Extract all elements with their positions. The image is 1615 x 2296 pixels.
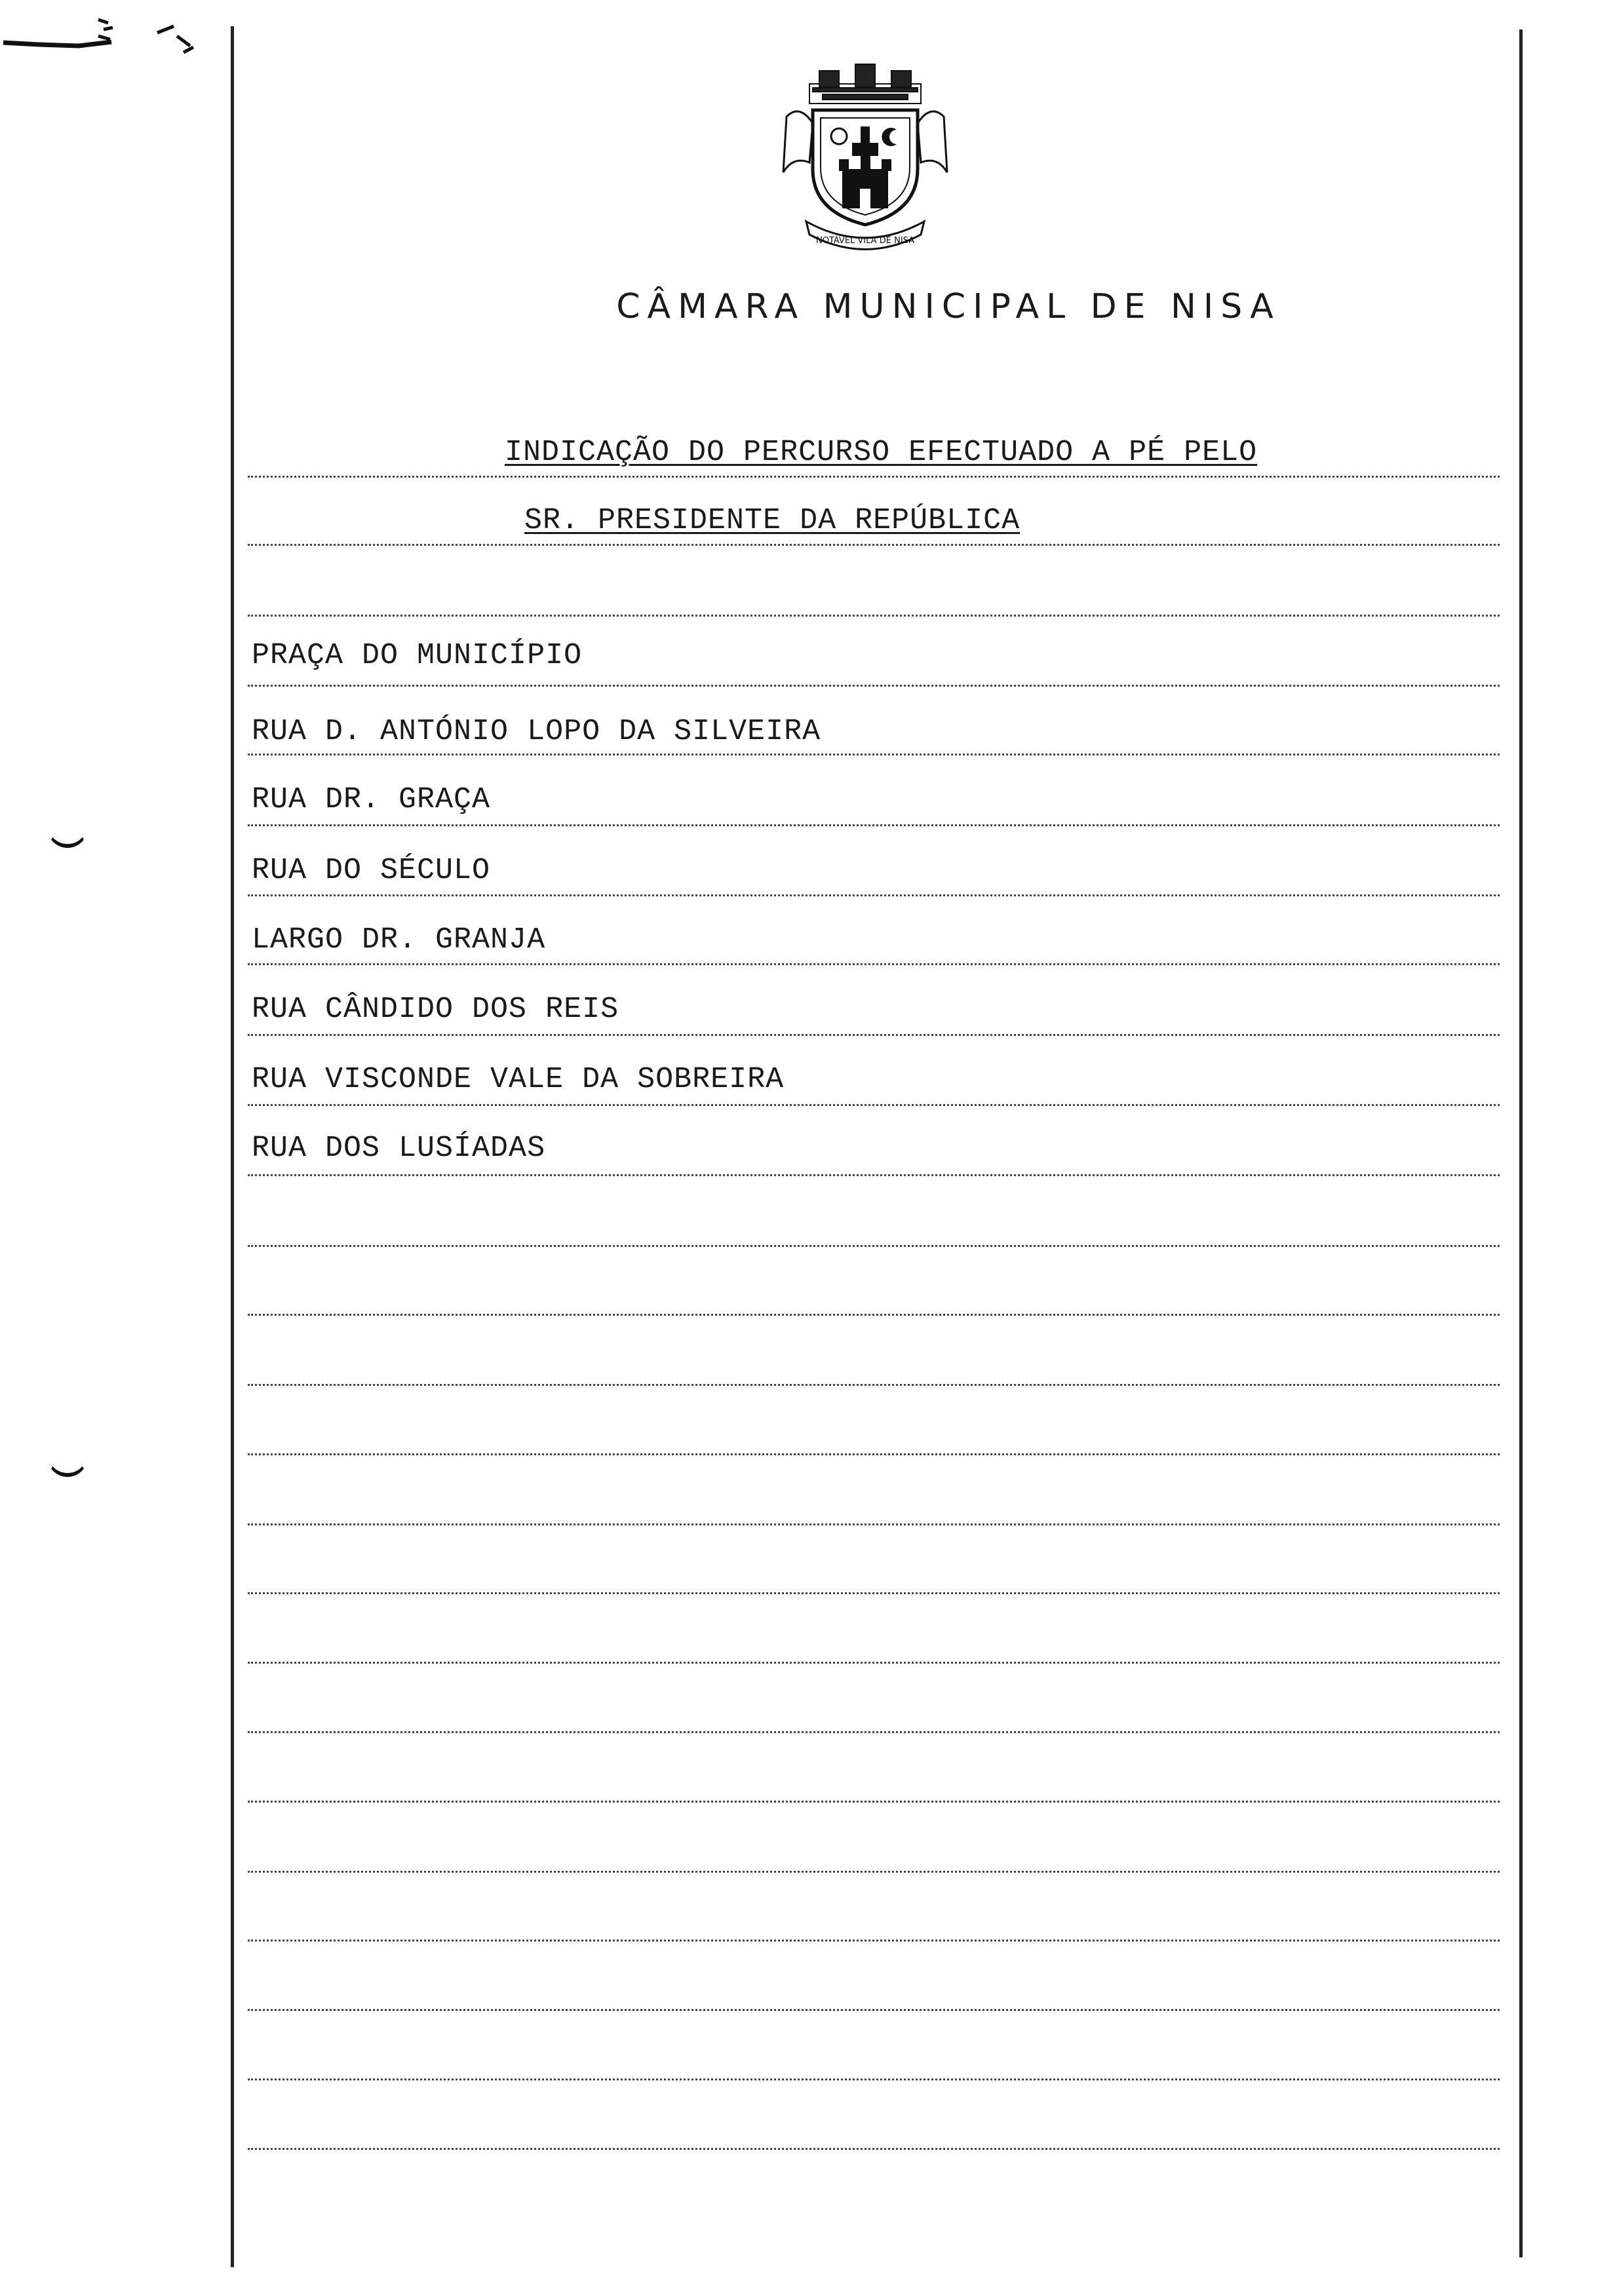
ruled-line	[248, 685, 1500, 687]
left-margin-rule	[231, 26, 234, 2267]
ruled-line	[248, 2009, 1500, 2011]
route-item: RUA CÂNDIDO DOS REIS	[252, 993, 619, 1026]
ruled-line	[248, 1104, 1500, 1106]
municipal-crest	[773, 58, 957, 254]
ruled-line	[248, 824, 1500, 826]
ruled-line	[248, 1592, 1500, 1594]
route-item: RUA DO SÉCULO	[252, 854, 491, 887]
route-item: LARGO DR. GRANJA	[252, 923, 546, 957]
ruled-line	[248, 2078, 1500, 2080]
ruled-line	[248, 1662, 1500, 1664]
ruled-line	[248, 615, 1500, 617]
ruled-line	[248, 1245, 1500, 1247]
ruled-line	[248, 1453, 1500, 1455]
ruled-line	[248, 1871, 1500, 1873]
ruled-line	[248, 1731, 1500, 1733]
ruled-line	[248, 476, 1500, 478]
ruled-line	[248, 1034, 1500, 1036]
route-item: RUA DR. GRAÇA	[252, 783, 491, 816]
ruled-line	[248, 963, 1500, 965]
document-title-line-1: INDICAÇÃO DO PERCURSO EFECTUADO A PÉ PELO	[505, 436, 1258, 469]
organization-heading: CÂMARA MUNICIPAL DE NISA	[616, 287, 1281, 326]
document-title-line-2: SR. PRESIDENTE DA REPÚBLICA	[524, 504, 1021, 537]
punch-hole-mark	[47, 1455, 88, 1477]
ruled-line	[248, 894, 1500, 896]
ruled-line	[248, 1940, 1500, 1942]
ruled-line	[248, 1174, 1500, 1176]
ruled-line	[248, 1314, 1500, 1316]
route-item: RUA D. ANTÓNIO LOPO DA SILVEIRA	[252, 715, 821, 748]
ruled-line	[248, 2148, 1500, 2150]
scan-mark	[0, 7, 210, 59]
ruled-line	[248, 544, 1500, 546]
ruled-line	[248, 1801, 1500, 1803]
right-margin-rule	[1519, 29, 1523, 2257]
route-item: PRAÇA DO MUNICÍPIO	[252, 639, 583, 672]
ruled-line	[248, 1384, 1500, 1386]
ruled-line	[248, 754, 1500, 756]
route-item: RUA DOS LUSÍADAS	[252, 1132, 546, 1165]
route-item: RUA VISCONDE VALE DA SOBREIRA	[252, 1063, 785, 1096]
ruled-line	[248, 1523, 1500, 1525]
punch-hole-mark	[47, 826, 88, 848]
crest-motto: NOTÁVEL VILA DE NISA	[815, 236, 915, 246]
